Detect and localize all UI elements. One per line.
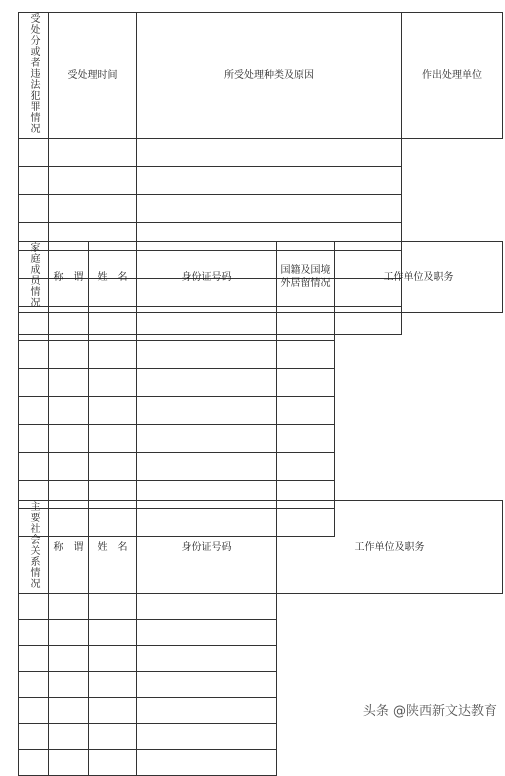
- form-cell[interactable]: [137, 341, 277, 369]
- header-nationality: 国籍及国境外居留情况: [277, 242, 335, 313]
- form-cell[interactable]: [137, 698, 277, 724]
- form-cell[interactable]: [19, 620, 49, 646]
- header-id-number: 身份证号码: [137, 501, 277, 594]
- form-cell[interactable]: [89, 369, 137, 397]
- form-cell[interactable]: [19, 397, 49, 425]
- watermark-text: 头条 @陕西新文达教育: [362, 704, 497, 719]
- header-name: 姓 名: [89, 501, 137, 594]
- form-cell[interactable]: [19, 369, 49, 397]
- header-relation: 称 谓: [49, 501, 89, 594]
- form-cell[interactable]: [19, 594, 49, 620]
- form-cell[interactable]: [137, 167, 402, 195]
- form-cell[interactable]: [49, 425, 89, 453]
- table-row: [19, 425, 503, 453]
- form-cell[interactable]: [49, 724, 89, 750]
- form-cell[interactable]: [89, 620, 137, 646]
- form-cell[interactable]: [49, 672, 89, 698]
- table-row: [19, 195, 503, 223]
- section-title-family: 家庭成员情况: [19, 242, 49, 313]
- header-work-unit: 工作单位及职务: [277, 501, 503, 594]
- form-cell[interactable]: [137, 139, 402, 167]
- form-cell[interactable]: [19, 672, 49, 698]
- section-title-social: 主要社会关系情况: [19, 501, 49, 594]
- form-cell[interactable]: [137, 594, 277, 620]
- form-cell[interactable]: [89, 397, 137, 425]
- table-row: [19, 313, 503, 341]
- form-cell[interactable]: [49, 698, 89, 724]
- form-cell[interactable]: [19, 195, 49, 223]
- form-cell[interactable]: [49, 341, 89, 369]
- table-row: [19, 724, 503, 750]
- table-row: [19, 369, 503, 397]
- table-row: [19, 397, 503, 425]
- table-row: [19, 167, 503, 195]
- table-row: [19, 672, 503, 698]
- form-cell[interactable]: [49, 397, 89, 425]
- form-cell[interactable]: [277, 341, 335, 369]
- table-row: [19, 750, 503, 776]
- form-cell[interactable]: [19, 313, 49, 341]
- form-cell[interactable]: [137, 313, 277, 341]
- form-cell[interactable]: [19, 750, 49, 776]
- form-cell[interactable]: [89, 341, 137, 369]
- form-cell[interactable]: [89, 672, 137, 698]
- form-cell[interactable]: [19, 724, 49, 750]
- table-row: [19, 594, 503, 620]
- table-row: [19, 341, 503, 369]
- form-cell[interactable]: [89, 313, 137, 341]
- social-relations-table: [18, 500, 503, 776]
- form-cell[interactable]: [89, 724, 137, 750]
- form-cell[interactable]: [19, 698, 49, 724]
- form-cell[interactable]: [49, 369, 89, 397]
- form-cell[interactable]: [49, 594, 89, 620]
- header-relation: 称 谓: [49, 242, 89, 313]
- form-cell[interactable]: [137, 672, 277, 698]
- form-cell[interactable]: [277, 397, 335, 425]
- header-unit: 作出处理单位: [402, 13, 503, 139]
- form-cell[interactable]: [49, 139, 137, 167]
- table-row: [19, 453, 503, 481]
- form-cell[interactable]: [19, 139, 49, 167]
- form-cell[interactable]: [49, 453, 89, 481]
- section-title-punishment: 受处分或者违法犯罪情况: [19, 13, 49, 139]
- table-row: [19, 139, 503, 167]
- form-cell[interactable]: [277, 425, 335, 453]
- table-row: [19, 620, 503, 646]
- form-cell[interactable]: [137, 620, 277, 646]
- form-cell[interactable]: [89, 594, 137, 620]
- form-cell[interactable]: [49, 750, 89, 776]
- form-cell[interactable]: [277, 453, 335, 481]
- form-cell[interactable]: [89, 425, 137, 453]
- form-cell[interactable]: [89, 698, 137, 724]
- header-work-unit: 工作单位及职务: [335, 242, 503, 313]
- form-cell[interactable]: [19, 425, 49, 453]
- form-cell[interactable]: [277, 313, 335, 341]
- header-id-number: 身份证号码: [137, 242, 277, 313]
- form-cell[interactable]: [49, 646, 89, 672]
- form-cell[interactable]: [137, 750, 277, 776]
- form-cell[interactable]: [89, 750, 137, 776]
- header-type-reason: 所受处理种类及原因: [137, 13, 402, 139]
- form-cell[interactable]: [137, 724, 277, 750]
- form-cell[interactable]: [19, 167, 49, 195]
- family-table: [18, 241, 503, 537]
- form-cell[interactable]: [19, 453, 49, 481]
- form-cell[interactable]: [137, 453, 277, 481]
- form-cell[interactable]: [277, 369, 335, 397]
- form-cell[interactable]: [137, 646, 277, 672]
- form-cell[interactable]: [19, 341, 49, 369]
- form-cell[interactable]: [49, 195, 137, 223]
- table-row: [19, 646, 503, 672]
- form-cell[interactable]: [137, 425, 277, 453]
- header-name: 姓 名: [89, 242, 137, 313]
- form-cell[interactable]: [89, 453, 137, 481]
- form-cell[interactable]: [49, 620, 89, 646]
- form-cell[interactable]: [137, 195, 402, 223]
- form-cell[interactable]: [137, 397, 277, 425]
- form-cell[interactable]: [49, 167, 137, 195]
- header-time: 受处理时间: [49, 13, 137, 139]
- form-cell[interactable]: [49, 313, 89, 341]
- form-cell[interactable]: [137, 369, 277, 397]
- form-cell[interactable]: [89, 646, 137, 672]
- form-cell[interactable]: [19, 646, 49, 672]
